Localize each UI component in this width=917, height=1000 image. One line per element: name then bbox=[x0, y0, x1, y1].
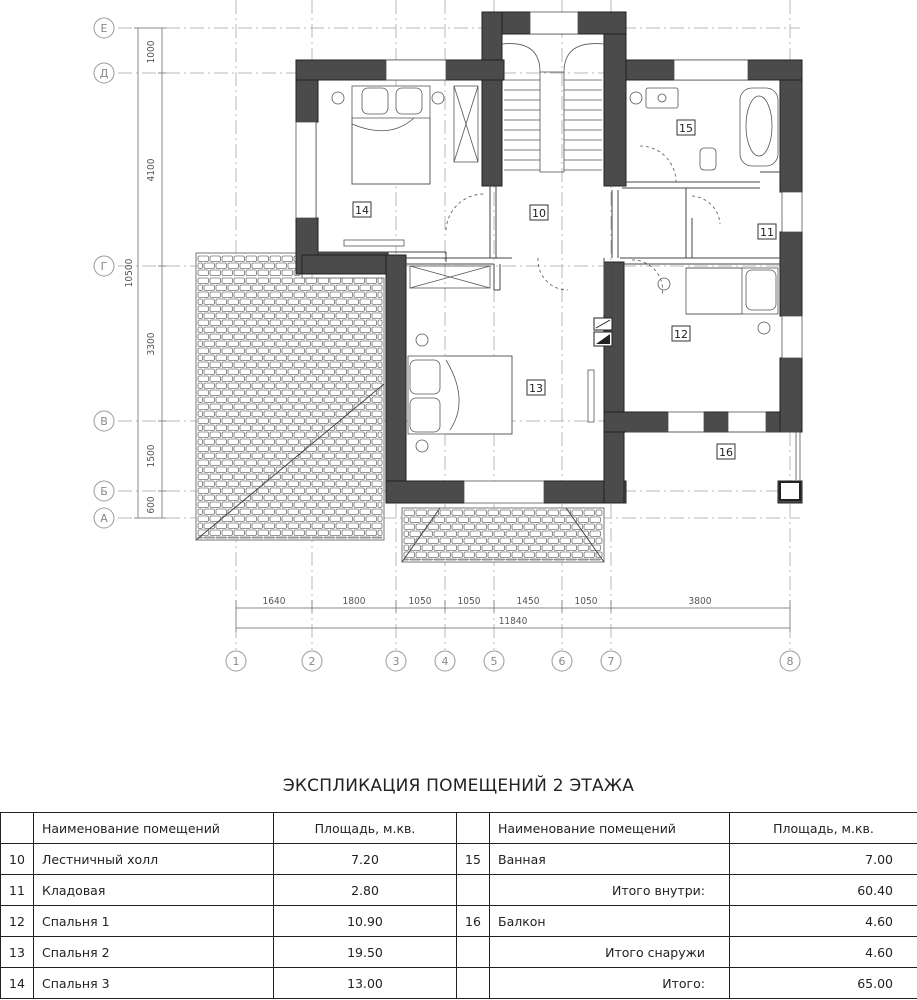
axis-row-b: Б bbox=[100, 485, 108, 498]
table-row bbox=[1, 875, 917, 906]
axis-row-v: В bbox=[100, 415, 108, 428]
vent-shaft bbox=[594, 318, 612, 346]
row-area-right: 60.40 bbox=[730, 875, 917, 906]
axis-col-4: 4 bbox=[441, 655, 449, 668]
axis-col-5: 5 bbox=[490, 655, 498, 668]
column-axes bbox=[226, 651, 800, 671]
row-name: Спальня 2 bbox=[34, 937, 274, 968]
axis-row-d: Д bbox=[99, 67, 109, 80]
row-num-right: 15 bbox=[457, 844, 490, 875]
row-num: 12 bbox=[1, 906, 34, 937]
table-row bbox=[1, 968, 917, 999]
row-num-right bbox=[457, 875, 490, 906]
dim-v-2: 4100 bbox=[146, 158, 157, 182]
row-area-right: 7.00 bbox=[730, 844, 917, 875]
row-num-right bbox=[457, 968, 490, 999]
row-num-right: 16 bbox=[457, 906, 490, 937]
explication-table bbox=[0, 812, 917, 999]
horizontal-dimensions bbox=[236, 596, 790, 632]
header-area-right: Площадь, м.кв. bbox=[730, 813, 917, 844]
header-name: Наименование помещений bbox=[34, 813, 274, 844]
row-area-right: 65.00 bbox=[730, 968, 917, 999]
bathroom-fixtures bbox=[630, 88, 778, 170]
axis-col-6: 6 bbox=[558, 655, 566, 668]
room-label-11: 11 bbox=[760, 226, 774, 239]
bed-room-13 bbox=[408, 334, 594, 452]
row-axes bbox=[94, 18, 114, 528]
row-area-right: 4.60 bbox=[730, 906, 917, 937]
dim-v-3: 3300 bbox=[146, 332, 157, 356]
header-num bbox=[1, 813, 34, 844]
row-num: 10 bbox=[1, 844, 34, 875]
row-area: 10.90 bbox=[274, 906, 457, 937]
row-area: 2.80 bbox=[274, 875, 457, 906]
dim-v-4: 1500 bbox=[146, 444, 157, 468]
axis-col-8: 8 bbox=[786, 655, 794, 668]
row-name: Лестничный холл bbox=[34, 844, 274, 875]
row-name-right: Итого внутри: bbox=[490, 875, 730, 906]
axis-col-3: 3 bbox=[392, 655, 400, 668]
vertical-dimensions bbox=[124, 28, 166, 518]
row-num: 11 bbox=[1, 875, 34, 906]
room-label-14: 14 bbox=[355, 204, 369, 217]
explication-title: ЭКСПЛИКАЦИЯ ПОМЕЩЕНИЙ 2 ЭТАЖА bbox=[282, 776, 635, 796]
room-label-12: 12 bbox=[674, 328, 688, 341]
axis-row-a: А bbox=[100, 512, 108, 525]
room-label-16: 16 bbox=[719, 446, 733, 459]
row-name: Спальня 1 bbox=[34, 906, 274, 937]
dim-h-6: 1050 bbox=[574, 596, 598, 607]
dim-h-4: 1050 bbox=[457, 596, 481, 607]
roof-bottom bbox=[402, 508, 604, 562]
dim-v-1: 1000 bbox=[146, 40, 157, 64]
row-num: 13 bbox=[1, 937, 34, 968]
row-name: Кладовая bbox=[34, 875, 274, 906]
dim-h-5: 1450 bbox=[516, 596, 540, 607]
row-num: 14 bbox=[1, 968, 34, 999]
dim-h-3: 1050 bbox=[408, 596, 432, 607]
room-label-10: 10 bbox=[532, 207, 546, 220]
row-name-right: Итого снаружи bbox=[490, 937, 730, 968]
row-area: 19.50 bbox=[274, 937, 457, 968]
axis-row-g: Г bbox=[100, 260, 108, 273]
axis-col-1: 1 bbox=[232, 655, 240, 668]
axis-row-e: Е bbox=[100, 22, 108, 35]
table-row bbox=[1, 844, 917, 875]
bed-room-14 bbox=[332, 86, 444, 246]
header-area: Площадь, м.кв. bbox=[274, 813, 457, 844]
table-row bbox=[1, 937, 917, 968]
dim-h-total: 11840 bbox=[498, 616, 528, 627]
dim-h-7: 3800 bbox=[688, 596, 712, 607]
row-area: 13.00 bbox=[274, 968, 457, 999]
row-name-right: Ванная bbox=[490, 844, 730, 875]
wardrobe-2 bbox=[410, 266, 490, 288]
dim-v-5: 600 bbox=[146, 496, 157, 514]
balcony bbox=[626, 432, 800, 500]
bed-room-12 bbox=[658, 268, 778, 334]
roof-left bbox=[196, 253, 384, 540]
dim-v-total: 10500 bbox=[124, 258, 135, 288]
row-area: 7.20 bbox=[274, 844, 457, 875]
header-name-right: Наименование помещений bbox=[490, 813, 730, 844]
row-name: Спальня 3 bbox=[34, 968, 274, 999]
row-name-right: Итого: bbox=[490, 968, 730, 999]
row-area-right: 4.60 bbox=[730, 937, 917, 968]
dim-h-2: 1800 bbox=[342, 596, 366, 607]
table-header-row bbox=[1, 813, 917, 844]
header-num-right bbox=[457, 813, 490, 844]
table-row bbox=[1, 906, 917, 937]
room-label-15: 15 bbox=[679, 122, 693, 135]
dim-h-1: 1640 bbox=[262, 596, 286, 607]
row-name-right: Балкон bbox=[490, 906, 730, 937]
wardrobe bbox=[454, 86, 478, 162]
axis-col-7: 7 bbox=[607, 655, 615, 668]
staircase bbox=[502, 44, 604, 172]
room-label-13: 13 bbox=[529, 382, 543, 395]
axis-col-2: 2 bbox=[308, 655, 316, 668]
row-num-right bbox=[457, 937, 490, 968]
